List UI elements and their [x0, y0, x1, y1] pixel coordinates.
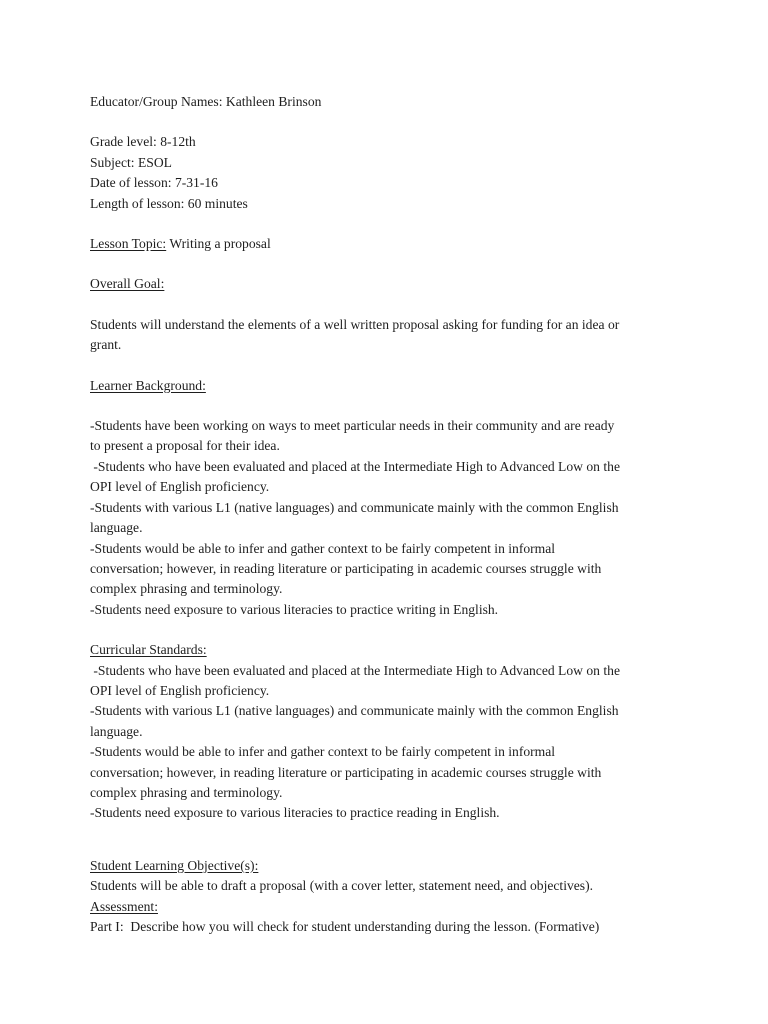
standards-line: conversation; however, in reading literature or participating in academic courses struggle with — [90, 764, 602, 780]
lesson-topic — [90, 234, 690, 254]
standards-line: complex phrasing and terminology. — [90, 784, 283, 800]
standards-line: -Students who have been evaluated and placed at the Intermediate High to Advanced Low on the — [90, 662, 620, 678]
spacer — [90, 356, 690, 376]
learning-objectives-heading: Student Learning Objective(s): — [90, 857, 259, 873]
grade-level: Grade level: 8-12th — [90, 134, 196, 150]
background-line: -Students who have been evaluated and placed at the Intermediate High to Advanced Low on the — [90, 458, 620, 474]
standards-line: OPI level of English proficiency. — [90, 682, 270, 698]
lesson-plan-document — [90, 92, 690, 937]
objectives-text: Students will be able to draft a proposal (with a cover letter, statement need, and objectives). — [90, 878, 594, 894]
background-line: -Students would be able to infer and gather context to be fairly competent in informal — [90, 540, 556, 556]
spacer — [90, 824, 690, 856]
spacer — [90, 396, 690, 416]
standards-line: -Students with various L1 (native languages) and communicate mainly with the common English — [90, 703, 619, 719]
background-line: -Students have been working on ways to meet particular needs in their community and are ready — [90, 418, 615, 434]
background-line: to present a proposal for their idea. — [90, 438, 280, 454]
lesson-date: Date of lesson: 7-31-16 — [90, 175, 218, 191]
overall-goal-heading: Overall Goal: — [90, 276, 165, 292]
spacer — [90, 295, 690, 315]
background-line: -Students with various L1 (native languages) and communicate mainly with the common English — [90, 499, 619, 515]
lesson-length: Length of lesson: 60 minutes — [90, 195, 248, 211]
spacer — [90, 214, 690, 234]
standards-line: language. — [90, 723, 143, 739]
standards-line: -Students would be able to infer and gather context to be fairly competent in informal — [90, 744, 556, 760]
standards-line: -Students need exposure to various literacies to practice reading in English. — [90, 805, 500, 821]
spacer — [90, 112, 690, 132]
goal-line: Students will understand the elements of a well written proposal asking for funding for an idea or — [90, 316, 620, 332]
background-line: -Students need exposure to various literacies to practice writing in English. — [90, 601, 499, 617]
learner-background-heading: Learner Background: — [90, 377, 206, 393]
subject: Subject: ESOL — [90, 154, 172, 170]
background-line: OPI level of English proficiency. — [90, 479, 270, 495]
background-line: conversation; however, in reading literature or participating in academic courses struggle with — [90, 560, 602, 576]
goal-line: grant. — [90, 337, 122, 353]
spacer — [90, 254, 690, 274]
background-line: complex phrasing and terminology. — [90, 581, 283, 597]
background-line: language. — [90, 520, 143, 536]
assessment-heading: Assessment: — [90, 898, 158, 914]
spacer — [90, 620, 690, 640]
assessment-part-1: Part I: Describe how you will check for student understanding during the lesson. (Formative) — [90, 919, 600, 934]
educator-names: Educator/Group Names: Kathleen Brinson — [90, 94, 322, 109]
lesson-topic-value: Writing a proposal — [166, 236, 271, 252]
lesson-topic-label: Lesson Topic: — [90, 236, 167, 252]
curricular-standards-heading: Curricular Standards: — [90, 642, 207, 658]
